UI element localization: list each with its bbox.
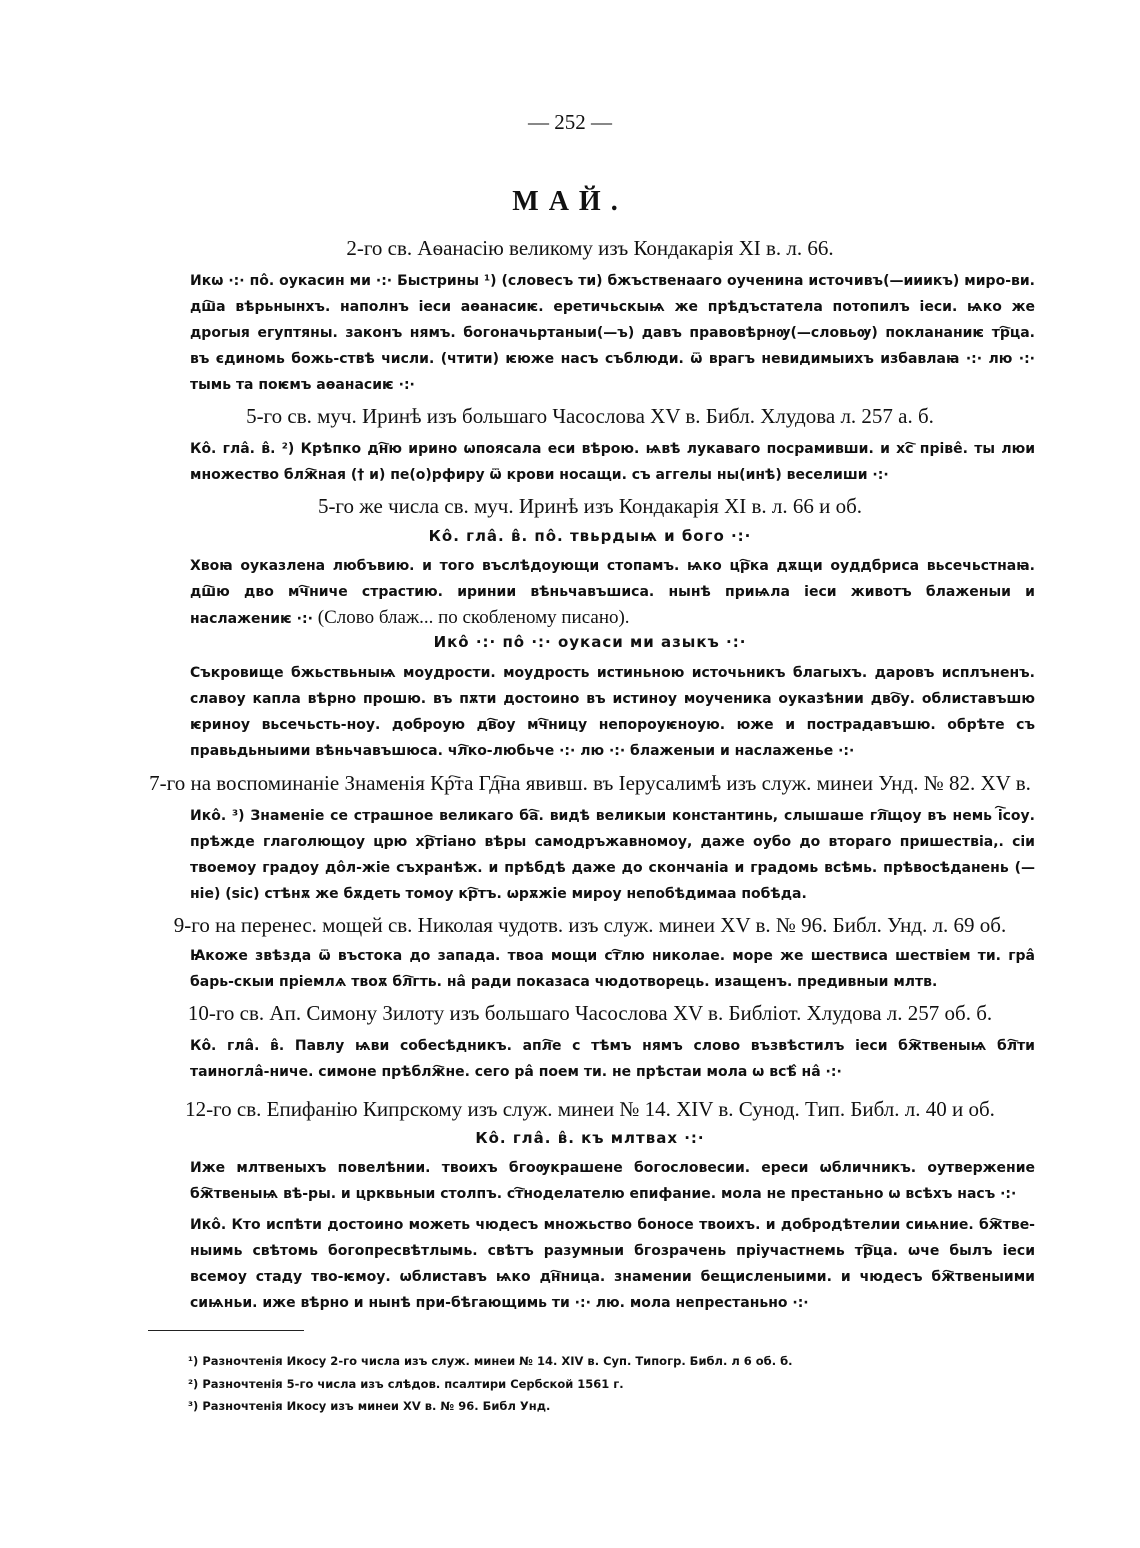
entry-heading-may-5-chasoslov: 5-го св. муч. Иринѣ изъ большаго Часослова XV в. Библ. Хлудова л. 257 а. б. (246, 404, 934, 428)
page-number: — 252 — (528, 110, 612, 134)
entry-text-may-10: Ко̂. гла̂. в̂. Павлу ѩви собесѣдникъ. апл҇е с тѣмъ нямъ слово възвѣстилъ іеси бж҇твеныѩ бл҇ти таиногла̂-ниче. симоне прѣблж҇не. сего ра̂ поем ти. не прѣстаи мола ѡ всѣ̂ на̂ ·:· (190, 1038, 1035, 1080)
footnote-text: Разночтенія Икосу изъ минеи XV в. № 96. Библ Унд. (202, 1399, 551, 1413)
entry-subheading-may-12: Ко̂. гла̂. в̂. къ млтвах ·:· (475, 1129, 705, 1147)
entry-text-may-9: Ꙗкоже звѣзда ѿ въстока до запада. твоа мощи ст҇лю николае. море же шествиса шествіем ти. гра̂ барь-скыи пріемлѧ твоѫ бл҇гть. на̂ ради показаса чюдотворець. изащенъ. предивныи млтв. (190, 948, 1035, 990)
entry-heading-may-5-kondakar: 5-го же числа св. муч. Иринѣ изъ Кондакарія XI в. л. 66 и об. (317, 494, 863, 518)
footnote-marker: ¹) (188, 1354, 199, 1368)
month-title: МАЙ. (512, 186, 628, 217)
entry-text-may-5-chasoslov: Ко̂. гла̂. в̂. ²) Крѣпко дн҇ю ирино ѡпоясала еси вѣрою. ѩвѣ лукаваго посрамивши. и хс҇ пріве̂. ты люи множество блж҇ная († и) пе(о)рфиру ѿ крови носащи. съ аггелы ны(инѣ) веселиши ·:· (190, 441, 1035, 483)
entry-text-may-12-ikos: Ико̂. Кто испѣти достоино можеть чюдесъ множьство боносе твоихъ. и добродѣтелии сиѩние. бж҇тве-ныимь свѣтомь богопресвѣтлымь. свѣтъ разумныи бгозрачень пріучастнемь тр҇ца. ѡче былъ іеси всемоу стаду тво-ѥмоу. ѡблиставъ ѩко дн҇ница. знамении бещисленыими. и чюдесъ бж҇твеныими сиѩньи. иже вѣрно и нынѣ при-бѣгающимь ти ·:· лю. мола непрестаньно ·:· (190, 1217, 1035, 1311)
scribal-note: (Слово блаж... по скобленому писано). (317, 607, 630, 628)
entry-text-may-5-kondak (190, 553, 1035, 632)
entry-text-ikos: Съкровище бжьствьныѩ моудрости. моудрость истиньною источьникъ благыхъ. даровъ исплъненъ. славоу капла вѣрно прошю. въ пѫти достоино въ истиноу моученика оуказѣнии дво҇у. облиставъшю ѥриноу вьсечьсть-ноу. доброую дв҇оу мч҇ницу непороуѥноую. юже и пострадавъшю. обрѣте съ правьдьныими вѣньчавъшюса. чл҇ко-любьче ·:· лю ·:· блаженыи и наслаженье ·:· (190, 665, 1035, 759)
entry-heading-may-2: 2-го св. Аѳанасію великому изъ Кондакарія XI в. л. 66. (346, 236, 834, 260)
entry-subheading-may-5-kondak: Ко̂. гла̂. в̂. по̂. твьрдыѩ и бого ·:· (428, 527, 752, 545)
entry-text-may-12-kondak: Иже млтвеныхъ повелѣнии. твоихъ бгоѹкрашене богословесии. ереси ѡбличникъ. оутвержение бж҇твеныѩ вѣ-ры. и црквьныи столпъ. ст҇ноделателю епифание. мола не престаньно ѡ всѣхъ насъ ·:· (190, 1160, 1035, 1202)
footnote-marker: ³) (188, 1399, 199, 1413)
footnote-text: Разночтенія Икосу 2-го числа изъ служ. минеи № 14. XIV в. Суп. Типогр. Библ. л 6 об. б. (202, 1354, 793, 1368)
footnote-marker: ²) (188, 1377, 199, 1391)
entry-heading-may-7: 7-го на воспоминаніе Знаменія Кр҇та Гд҇на явивш. въ Іерусалимѣ изъ служ. минеи Унд. № 82. XV в. (149, 771, 1031, 795)
entry-heading-may-12: 12-го св. Епифанію Кипрскому изъ служ. минеи № 14. XIV в. Сунод. Тип. Библ. л. 40 и об. (185, 1097, 995, 1121)
entry-text-may-2: Икѡ ·:· по̂. оукасин ми ·:· Быстрины ¹) (словесъ ти) бжъственааго оученина источивъ(—ииикъ) миро-ви. дш҇а вѣрьнынхъ. наполнъ іеси аѳанасиѥ. еретичьскыѩ же прѣдъстатела потопилъ іеси. ѩко же дрогыя егуптяны. законъ нямъ. богоначьртаныи(—ъ) давъ правовѣрнѹ(—словьѹ) поклананиѥ тр҇ца. въ єдиномь божь-ствѣ числи. (чтити) ѥюже насъ съблюди. ѿ врагъ невидимыихъ избавлаꙗ ·:· лю ·:· тымь та поѥмъ аѳанасиѥ ·:· (190, 273, 1035, 393)
footnote-text: Разночтенія 5-го числа изъ слѣдов. псалтири Сербской 1561 г. (202, 1377, 624, 1391)
entry-subheading-ikos: Ико̂ ·:· по̂ ·:· оукаси ми азыкъ ·:· (433, 633, 747, 651)
kondak-text: Хвоꙗ оуказлена любъвию. и того въслѣдоующи стопамъ. ѩко цр҇ка дѫщи оуддбриса вьсечьстнаꙗ. дш҇ю дво мч҇ниче страстию. иринии вѣньчавъшиса. нынѣ приѩла іеси животъ блаженыи и наслажениѥ ·:· (190, 558, 1035, 627)
footnote-1 (188, 1354, 792, 1368)
footnote-divider (148, 1330, 304, 1331)
footnote-3 (188, 1399, 550, 1413)
entry-heading-may-10: 10-го св. Ап. Симону Зилоту изъ большаго Часослова XV в. Библіот. Хлудова л. 257 об. б. (187, 1001, 993, 1025)
footnote-2 (188, 1377, 624, 1391)
entry-heading-may-9: 9-го на перенес. мощей св. Николая чудотв. изъ служ. минеи XV в. № 96. Библ. Унд. л. 69 об. (173, 913, 1007, 937)
entry-text-may-7: Ико̂. ³) Знаменіе се страшное великаго ба҇. видѣ великыи константинь, слышаше гл҇щоу въ немь і҇соу. прѣжде глаголющоу црю хр҇тіано вѣры самодръжавномоу, даже оубо до втораго пришествіа,. сіи твоемоу градоу до̂л-жіе съхранѣж. и прѣбдѣ даже до скончаніа и градомь всѣмь. прѣвосѣданень (— ніе) (sic) стѣнѫ же бѫдеть томоу кр҇тъ. ѡрѫжіе мироу непобѣдимаа побѣда. (190, 808, 1035, 902)
